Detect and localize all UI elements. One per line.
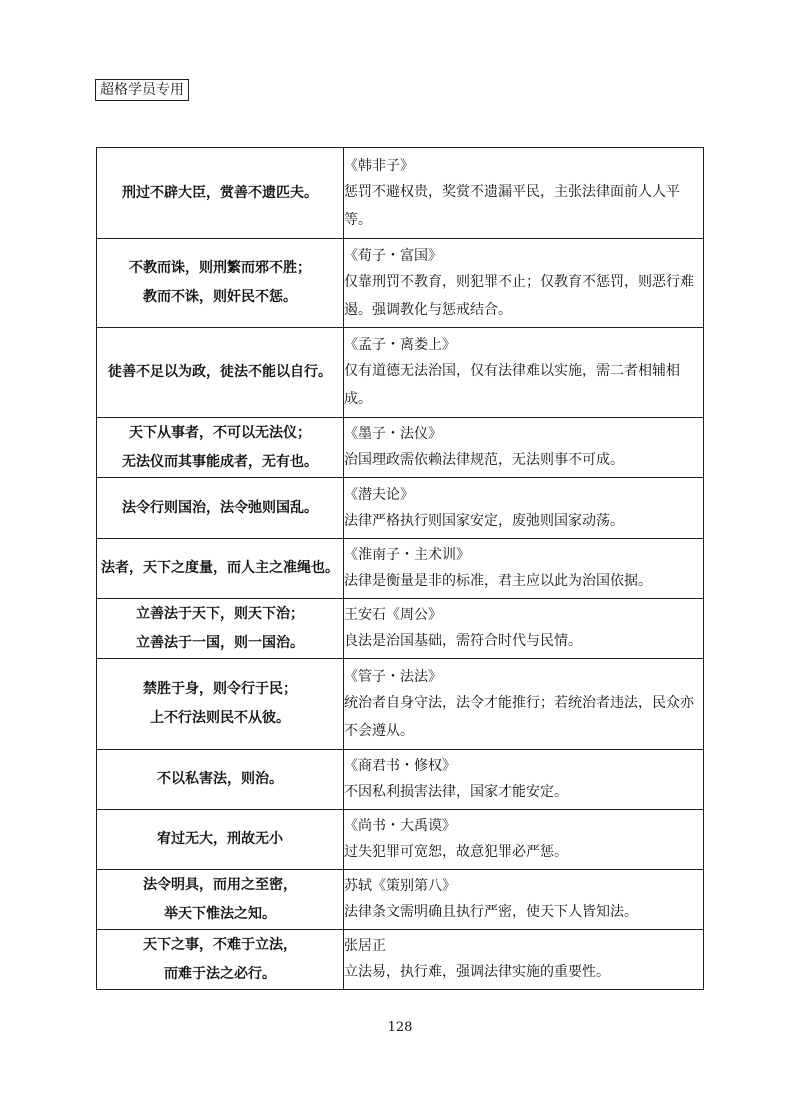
quote-line: 教而不诛，则奸民不惩。 xyxy=(143,289,297,305)
explanation-cell xyxy=(344,239,704,328)
quote-line: 法令行则国治，法令弛则国乱。 xyxy=(122,499,318,516)
table-row xyxy=(97,870,704,930)
explanation-cell xyxy=(344,810,704,870)
quote-cell xyxy=(97,418,344,478)
quote-cell xyxy=(97,810,344,870)
quote-cell xyxy=(97,148,344,239)
quote-cell xyxy=(97,239,344,328)
explanation-cell xyxy=(344,418,704,478)
explanation-cell xyxy=(344,328,704,418)
quote-line: 天下从事者，不可以无法仪； xyxy=(129,424,311,441)
quote-line: 法者，天下之度量，而人主之准绳也。 xyxy=(101,560,339,576)
quote-cell xyxy=(97,599,344,659)
source-title: 《淮南子・主术训》 xyxy=(344,547,470,563)
table-row xyxy=(97,750,704,810)
explanation-text: 惩罚不避权贵，奖赏不遗漏平民，主张法律面前人人平等。 xyxy=(344,183,680,228)
quote-cell xyxy=(97,659,344,750)
explanation-text: 不因私利损害法律，国家才能安定。 xyxy=(344,784,568,800)
table-row xyxy=(97,478,704,539)
quote-cell xyxy=(97,328,344,418)
table-row xyxy=(97,539,704,599)
explanation-text: 法律严格执行则国家安定，废弛则国家动荡。 xyxy=(344,512,624,529)
quote-line: 举天下惟法之知。 xyxy=(164,905,276,922)
table-row xyxy=(97,418,704,478)
quote-cell xyxy=(97,750,344,810)
explanation-cell xyxy=(344,539,704,599)
quote-line: 立善法于天下，则天下治； xyxy=(136,605,304,622)
source-title: 《管子・法法》 xyxy=(344,668,442,685)
explanation-text: 良法是治国基础，需符合时代与民情。 xyxy=(344,633,582,649)
explanation-text: 统治者自身守法，法令才能推行；若统治者违法，民众亦不会遵从。 xyxy=(344,694,694,739)
quote-cell xyxy=(97,870,344,930)
source-title: 苏轼《策别第八》 xyxy=(344,878,456,894)
source-title: 《韩非子》 xyxy=(344,157,414,174)
explanation-cell xyxy=(344,870,704,930)
quote-line: 徒善不足以为政，徒法不能以自行。 xyxy=(108,364,332,380)
quote-line: 而难于法之必行。 xyxy=(164,965,276,982)
table-row xyxy=(97,659,704,750)
table-row xyxy=(97,239,704,328)
source-title: 王安石《周公》 xyxy=(344,607,442,623)
quote-cell xyxy=(97,539,344,599)
source-title: 《尚书・大禹谟》 xyxy=(344,818,456,834)
table-row xyxy=(97,328,704,418)
explanation-cell xyxy=(344,659,704,750)
header-tag: 超格学员专用 xyxy=(95,79,189,101)
quote-line: 无法仪而其事能成者，无有也。 xyxy=(122,453,318,470)
quote-cell xyxy=(97,478,344,539)
explanation-text: 法律是衡量是非的标准，君主应以此为治国依据。 xyxy=(344,573,652,589)
explanation-text: 仅靠刑罚不教育，则犯罪不止；仅教育不惩罚，则恶行难遏。强调教化与惩戒结合。 xyxy=(344,273,694,318)
quote-line: 禁胜于身，则令行于民； xyxy=(143,681,297,697)
explanation-text: 过失犯罪可宽恕，故意犯罪必严惩。 xyxy=(344,844,568,860)
table-row xyxy=(97,810,704,870)
source-title: 《荀子・富国》 xyxy=(344,247,442,264)
quote-line: 上不行法则民不从彼。 xyxy=(150,710,290,726)
quote-cell xyxy=(97,930,344,990)
quote-line: 刑过不辟大臣，赏善不遗匹夫。 xyxy=(122,184,318,201)
quote-line: 法令明具，而用之至密， xyxy=(143,876,297,893)
explanation-text: 治国理政需依赖法律规范，无法则事不可成。 xyxy=(344,452,624,468)
explanation-text: 仅有道德无法治国，仅有法律难以实施，需二者相辅相成。 xyxy=(344,363,680,407)
page-number: 128 xyxy=(387,1020,413,1035)
quote-line: 不以私害法，则治。 xyxy=(157,771,283,787)
table-row xyxy=(97,599,704,659)
source-title: 《潜夫论》 xyxy=(344,486,414,503)
explanation-text: 立法易，执行难，强调法律实施的重要性。 xyxy=(344,964,610,980)
quote-line: 天下之事，不难于立法， xyxy=(143,936,297,953)
explanation-cell xyxy=(344,148,704,239)
table-row xyxy=(97,148,704,239)
explanation-cell xyxy=(344,599,704,659)
explanation-text: 法律条文需明确且执行严密，使天下人皆知法。 xyxy=(344,904,638,920)
quote-line: 宥过无大，刑故无小 xyxy=(157,831,283,847)
explanation-cell xyxy=(344,930,704,990)
quotes-table xyxy=(96,147,704,990)
source-title: 张居正 xyxy=(344,938,386,954)
source-title: 《商君书・修权》 xyxy=(344,758,456,774)
explanation-cell xyxy=(344,750,704,810)
source-title: 《墨子・法仪》 xyxy=(344,426,442,442)
quote-line: 立善法于一国，则一国治。 xyxy=(136,634,304,651)
explanation-cell xyxy=(344,478,704,539)
quote-line: 不教而诛，则刑繁而邪不胜； xyxy=(129,260,311,276)
source-title: 《孟子・离娄上》 xyxy=(344,337,456,353)
table-row xyxy=(97,930,704,990)
